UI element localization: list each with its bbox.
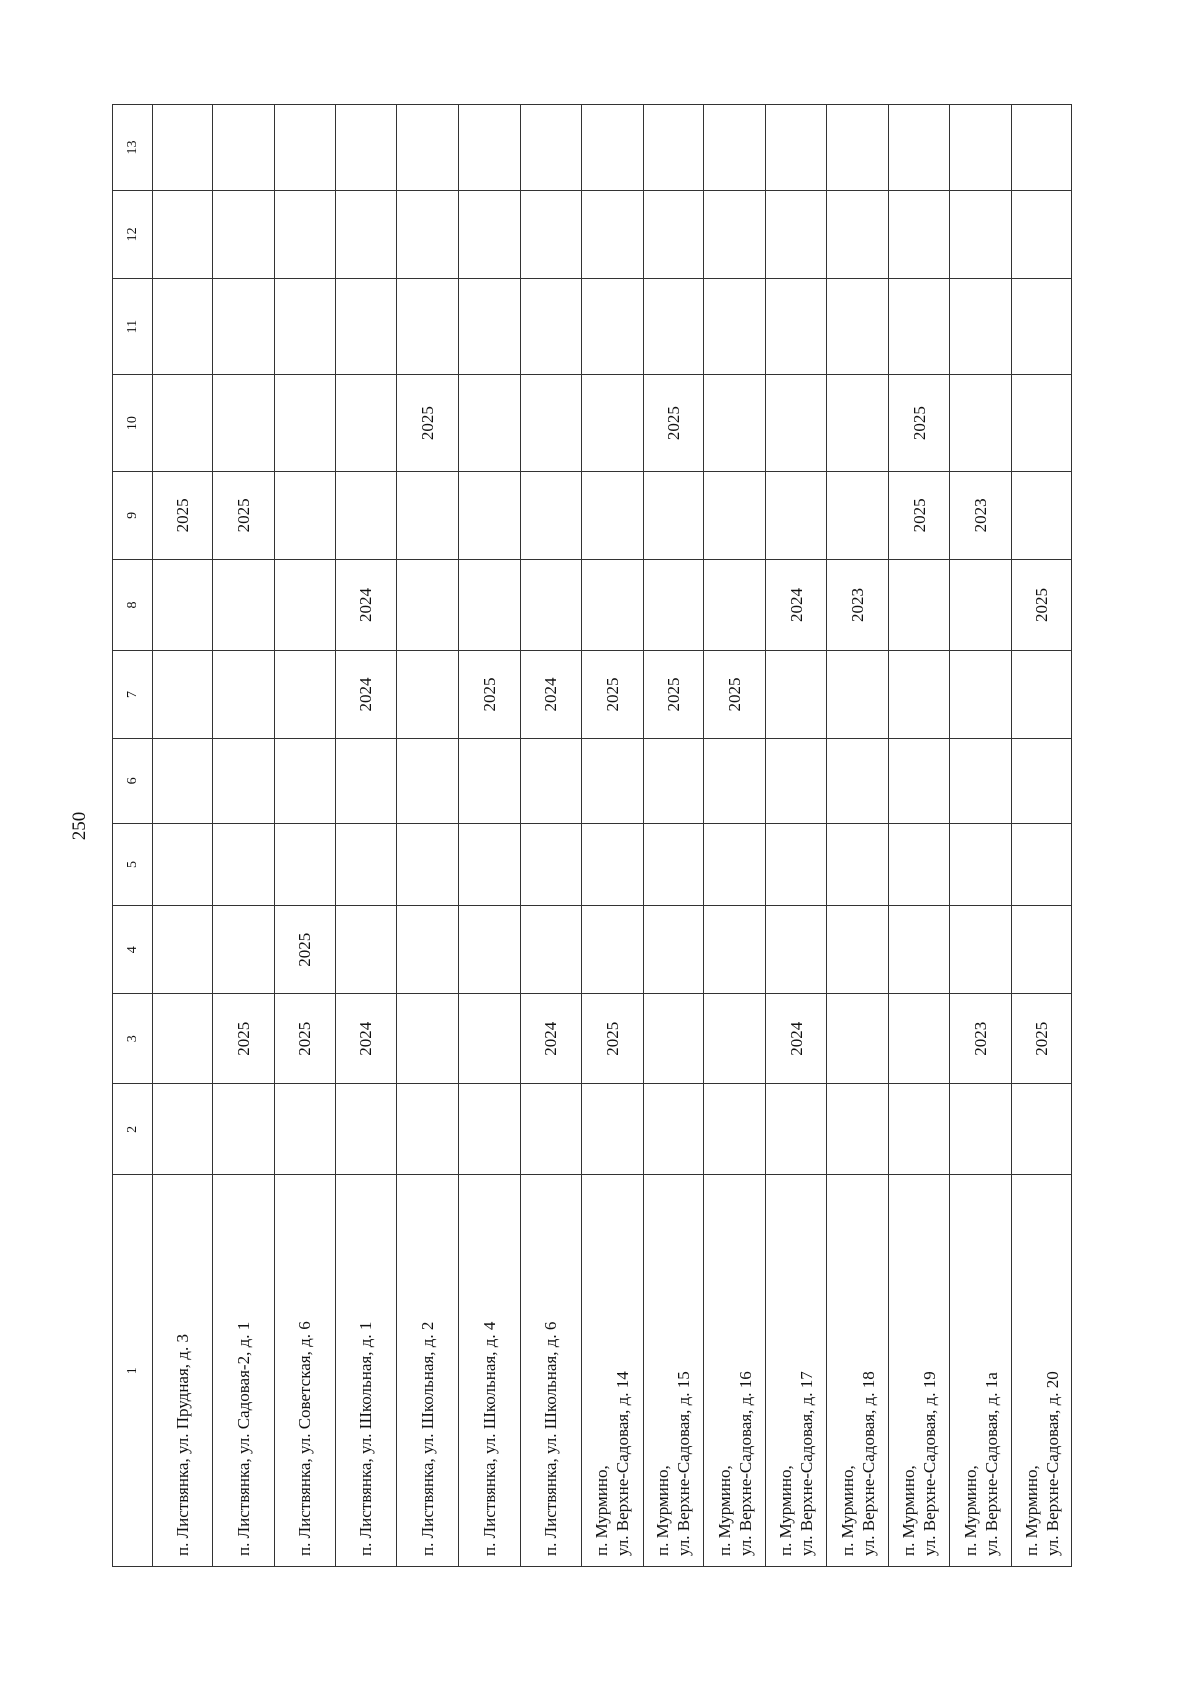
year-cell	[643, 559, 704, 650]
column-header: 3	[113, 994, 153, 1084]
year-cell	[581, 190, 643, 278]
year-cell	[827, 823, 889, 906]
year-cell	[335, 906, 396, 994]
year-cell	[396, 559, 458, 650]
year-cell: 2024	[520, 651, 581, 739]
year-cell	[458, 738, 520, 823]
year-cell	[274, 105, 335, 191]
table-wrapper	[112, 104, 1072, 1567]
table-row	[704, 105, 766, 1567]
address-cell	[643, 1175, 704, 1567]
year-cell	[889, 105, 950, 191]
address-cell	[889, 1175, 950, 1567]
address-line: п. Листвянка, ул. Прудная, д. 3	[173, 1334, 193, 1556]
address-line: п. Мурмино,	[960, 1465, 980, 1556]
year-cell	[950, 823, 1012, 906]
year-cell: 2025	[396, 375, 458, 472]
year-cell	[274, 1084, 335, 1175]
year-cell	[827, 651, 889, 739]
year-cell	[581, 105, 643, 191]
address-line: ул. Верхне-Садовая, д. 18	[858, 1371, 878, 1556]
table-row	[396, 105, 458, 1567]
year-cell	[950, 105, 1012, 191]
column-header: 2	[113, 1084, 153, 1175]
year-cell	[213, 651, 275, 739]
year-cell	[643, 1084, 704, 1175]
table-row	[827, 105, 889, 1567]
year-cell	[396, 994, 458, 1084]
year-cell	[274, 278, 335, 375]
year-cell	[396, 105, 458, 191]
address-cell	[274, 1175, 335, 1567]
year-cell	[704, 1084, 766, 1175]
year-cell	[396, 190, 458, 278]
column-header: 12	[113, 190, 153, 278]
table-row	[766, 105, 827, 1567]
year-cell	[153, 994, 213, 1084]
year-cell	[335, 471, 396, 559]
year-cell	[274, 823, 335, 906]
year-cell	[213, 1084, 275, 1175]
column-header: 9	[113, 471, 153, 559]
year-cell	[827, 1084, 889, 1175]
year-cell	[153, 823, 213, 906]
year-cell	[827, 994, 889, 1084]
year-cell: 2024	[766, 559, 827, 650]
year-cell	[643, 994, 704, 1084]
year-cell	[153, 738, 213, 823]
year-cell: 2024	[335, 651, 396, 739]
year-cell: 2024	[520, 994, 581, 1084]
year-cell	[889, 559, 950, 650]
year-cell	[1012, 906, 1072, 994]
year-cell	[766, 651, 827, 739]
year-cell	[643, 471, 704, 559]
year-cell	[950, 651, 1012, 739]
column-header: 8	[113, 559, 153, 650]
year-cell	[950, 1084, 1012, 1175]
year-cell	[213, 738, 275, 823]
year-cell	[643, 738, 704, 823]
year-cell	[643, 105, 704, 191]
page-number: 250	[69, 811, 90, 841]
year-cell	[704, 375, 766, 472]
address-line: ул. Верхне-Садовая, д. 14	[613, 1371, 633, 1556]
year-cell: 2025	[889, 375, 950, 472]
year-cell	[889, 906, 950, 994]
year-cell	[1012, 278, 1072, 375]
year-cell	[643, 823, 704, 906]
table-row	[458, 105, 520, 1567]
address-line: п. Мурмино,	[1021, 1465, 1041, 1556]
address-cell	[581, 1175, 643, 1567]
column-header: 6	[113, 738, 153, 823]
year-cell	[335, 375, 396, 472]
column-header: 7	[113, 651, 153, 739]
year-cell	[766, 375, 827, 472]
year-cell	[1012, 471, 1072, 559]
address-cell	[704, 1175, 766, 1567]
column-header: 1	[113, 1175, 153, 1567]
year-cell	[704, 994, 766, 1084]
year-cell: 2023	[950, 471, 1012, 559]
year-cell	[520, 278, 581, 375]
year-cell	[889, 738, 950, 823]
address-cell	[458, 1175, 520, 1567]
address-cell	[827, 1175, 889, 1567]
year-cell: 2025	[1012, 994, 1072, 1084]
year-cell	[827, 471, 889, 559]
year-cell: 2025	[704, 651, 766, 739]
year-cell	[274, 190, 335, 278]
year-cell	[458, 1084, 520, 1175]
column-header: 11	[113, 278, 153, 375]
year-cell	[950, 190, 1012, 278]
year-cell: 2025	[274, 994, 335, 1084]
table-row	[581, 105, 643, 1567]
year-cell	[335, 190, 396, 278]
year-cell	[213, 278, 275, 375]
year-cell	[889, 1084, 950, 1175]
year-cell	[396, 906, 458, 994]
year-cell	[581, 906, 643, 994]
year-cell	[827, 278, 889, 375]
year-cell: 2023	[827, 559, 889, 650]
year-cell	[458, 823, 520, 906]
address-line: п. Мурмино,	[653, 1465, 673, 1556]
address-line: п. Мурмино,	[837, 1465, 857, 1556]
year-cell	[274, 471, 335, 559]
year-cell	[274, 738, 335, 823]
table-row	[335, 105, 396, 1567]
year-cell	[950, 906, 1012, 994]
year-cell	[827, 190, 889, 278]
year-cell	[335, 738, 396, 823]
year-cell	[335, 1084, 396, 1175]
year-cell	[704, 278, 766, 375]
address-line: п. Мурмино,	[899, 1465, 919, 1556]
year-cell	[153, 1084, 213, 1175]
year-cell	[1012, 1084, 1072, 1175]
year-cell	[889, 190, 950, 278]
address-line: п. Мурмино,	[592, 1465, 612, 1556]
year-cell	[458, 559, 520, 650]
year-cell	[153, 906, 213, 994]
table-row	[1012, 105, 1072, 1567]
year-cell	[581, 738, 643, 823]
year-cell: 2025	[1012, 559, 1072, 650]
year-cell	[581, 559, 643, 650]
address-line: п. Листвянка, ул. Школьная, д. 1	[356, 1321, 376, 1556]
column-header: 10	[113, 375, 153, 472]
schedule-table	[112, 104, 1072, 1567]
year-cell	[520, 738, 581, 823]
year-cell	[213, 375, 275, 472]
year-cell	[520, 823, 581, 906]
year-cell: 2025	[581, 651, 643, 739]
year-cell	[458, 190, 520, 278]
year-cell	[950, 559, 1012, 650]
year-cell	[1012, 105, 1072, 191]
address-line: п. Мурмино,	[714, 1465, 734, 1556]
year-cell: 2025	[213, 994, 275, 1084]
address-line: п. Листвянка, ул. Школьная, д. 6	[541, 1321, 561, 1556]
year-cell	[396, 278, 458, 375]
year-cell	[1012, 823, 1072, 906]
year-cell	[520, 375, 581, 472]
address-cell	[335, 1175, 396, 1567]
year-cell	[1012, 375, 1072, 472]
year-cell	[396, 471, 458, 559]
year-cell	[704, 471, 766, 559]
year-cell	[153, 190, 213, 278]
table-row	[950, 105, 1012, 1567]
year-cell	[274, 375, 335, 472]
year-cell	[458, 278, 520, 375]
year-cell	[704, 738, 766, 823]
table-row	[213, 105, 275, 1567]
year-cell	[827, 906, 889, 994]
year-cell: 2025	[643, 375, 704, 472]
year-cell	[520, 906, 581, 994]
year-cell	[335, 278, 396, 375]
year-cell	[766, 278, 827, 375]
year-cell	[581, 823, 643, 906]
year-cell	[643, 906, 704, 994]
year-cell	[153, 651, 213, 739]
year-cell	[396, 651, 458, 739]
address-line: ул. Верхне-Садовая, д. 1а	[981, 1372, 1001, 1556]
year-cell	[213, 190, 275, 278]
year-cell	[520, 105, 581, 191]
year-cell	[520, 559, 581, 650]
year-cell	[766, 823, 827, 906]
year-cell	[458, 471, 520, 559]
table-row	[889, 105, 950, 1567]
year-cell	[766, 1084, 827, 1175]
year-cell	[889, 651, 950, 739]
year-cell: 2024	[335, 559, 396, 650]
year-cell	[520, 1084, 581, 1175]
year-cell	[396, 823, 458, 906]
year-cell	[213, 823, 275, 906]
year-cell	[274, 559, 335, 650]
year-cell	[213, 105, 275, 191]
year-cell	[766, 190, 827, 278]
year-cell	[458, 906, 520, 994]
year-cell	[766, 906, 827, 994]
address-line: ул. Верхне-Садовая, д. 17	[797, 1371, 817, 1556]
year-cell	[827, 375, 889, 472]
year-cell: 2024	[335, 994, 396, 1084]
year-cell	[153, 375, 213, 472]
year-cell	[1012, 651, 1072, 739]
year-cell	[1012, 738, 1072, 823]
year-cell	[458, 105, 520, 191]
year-cell	[153, 105, 213, 191]
table-row	[643, 105, 704, 1567]
address-cell	[766, 1175, 827, 1567]
table-row	[153, 105, 213, 1567]
year-cell	[704, 190, 766, 278]
address-cell	[396, 1175, 458, 1567]
column-header: 4	[113, 906, 153, 994]
year-cell: 2023	[950, 994, 1012, 1084]
address-cell	[520, 1175, 581, 1567]
year-cell	[520, 190, 581, 278]
year-cell	[213, 906, 275, 994]
year-cell	[766, 105, 827, 191]
year-cell	[704, 105, 766, 191]
address-line: ул. Верхне-Садовая, д. 16	[735, 1371, 755, 1556]
year-cell: 2025	[213, 471, 275, 559]
address-line: ул. Верхне-Садовая, д. 20	[1042, 1371, 1062, 1556]
year-cell	[643, 278, 704, 375]
year-cell	[213, 559, 275, 650]
year-cell: 2025	[581, 994, 643, 1084]
year-cell: 2025	[153, 471, 213, 559]
table-row	[274, 105, 335, 1567]
address-line: п. Листвянка, ул. Школьная, д. 2	[417, 1321, 437, 1556]
year-cell: 2025	[274, 906, 335, 994]
year-cell	[704, 559, 766, 650]
year-cell	[889, 994, 950, 1084]
year-cell	[581, 1084, 643, 1175]
year-cell	[520, 471, 581, 559]
year-cell	[950, 278, 1012, 375]
year-cell	[274, 651, 335, 739]
year-cell: 2025	[458, 651, 520, 739]
year-cell	[581, 375, 643, 472]
address-cell	[153, 1175, 213, 1567]
year-cell	[396, 738, 458, 823]
address-line: ул. Верхне-Садовая, д. 19	[920, 1371, 940, 1556]
address-cell	[213, 1175, 275, 1567]
year-cell	[581, 471, 643, 559]
year-cell	[458, 994, 520, 1084]
year-cell: 2025	[889, 471, 950, 559]
year-cell	[827, 738, 889, 823]
address-cell	[1012, 1175, 1072, 1567]
year-cell	[889, 278, 950, 375]
year-cell	[950, 738, 1012, 823]
year-cell	[581, 278, 643, 375]
year-cell	[704, 823, 766, 906]
address-line: ул. Верхне-Садовая, д. 15	[674, 1371, 694, 1556]
year-cell	[766, 738, 827, 823]
year-cell	[458, 375, 520, 472]
year-cell	[766, 471, 827, 559]
address-line: п. Листвянка, ул. Советская, д. 6	[295, 1321, 315, 1556]
year-cell	[1012, 190, 1072, 278]
address-line: п. Мурмино,	[776, 1465, 796, 1556]
year-cell	[950, 375, 1012, 472]
year-cell	[643, 190, 704, 278]
column-header: 13	[113, 105, 153, 191]
column-header: 5	[113, 823, 153, 906]
year-cell	[889, 823, 950, 906]
year-cell	[827, 105, 889, 191]
table-row	[520, 105, 581, 1567]
year-cell	[704, 906, 766, 994]
year-cell	[396, 1084, 458, 1175]
year-cell: 2024	[766, 994, 827, 1084]
year-cell	[153, 559, 213, 650]
address-cell	[950, 1175, 1012, 1567]
year-cell	[335, 823, 396, 906]
year-cell: 2025	[643, 651, 704, 739]
header-row	[113, 105, 153, 1567]
year-cell	[335, 105, 396, 191]
year-cell	[153, 278, 213, 375]
address-line: п. Листвянка, ул. Садовая-2, д. 1	[234, 1321, 253, 1556]
address-line: п. Листвянка, ул. Школьная, д. 4	[479, 1321, 499, 1556]
